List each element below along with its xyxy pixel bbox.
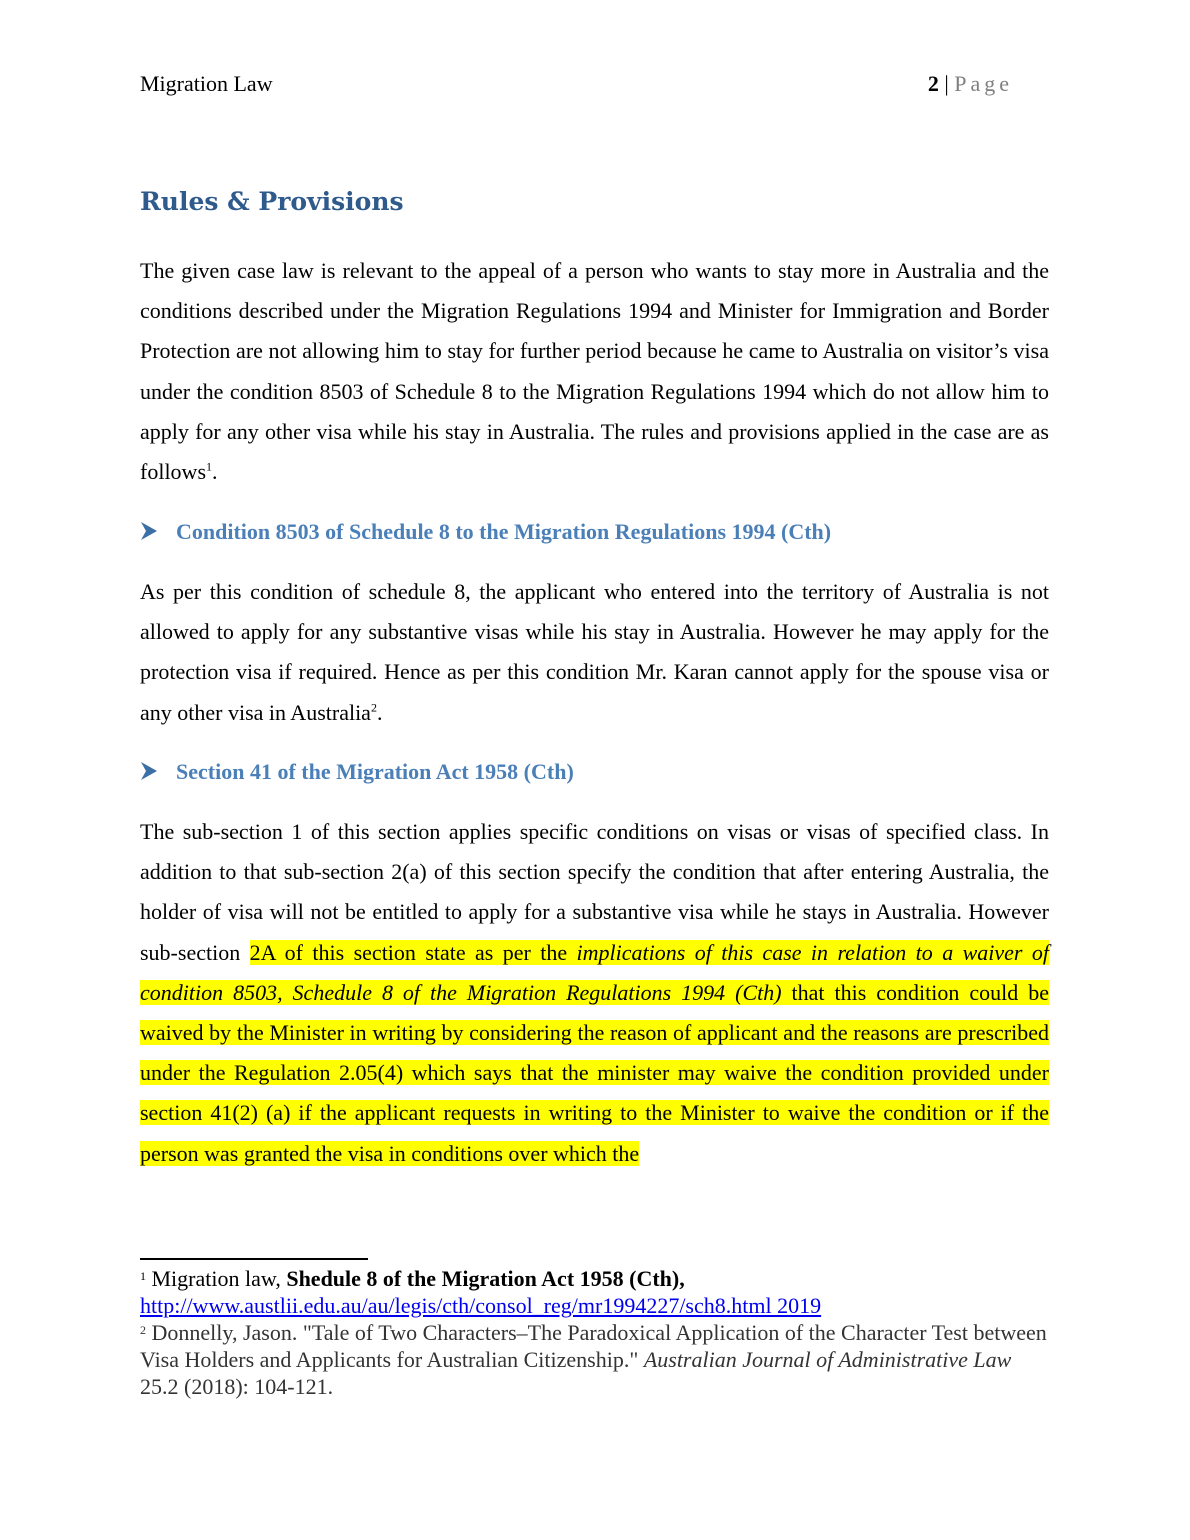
section-heading: Rules & Provisions [140,187,404,216]
footnote-2-end: 25.2 (2018): 104-121. [140,1374,334,1399]
page-word: Page [954,71,1013,96]
condition-text: As per this condition of schedule 8, the applicant who entered into the territory of Australia is not allowed to apply for any substantive visas while his stay in Australia. However he may apply for the protection visa if required. Hence as per this condition Mr. Karan cannot apply for the spouse visa or any other visa in Australia [140,579,1049,725]
footnote-1-number: 1 [140,1269,146,1283]
intro-paragraph [140,251,1049,492]
section-41-paragraph [140,812,1049,1174]
subheading-1-text: Condition 8503 of Schedule 8 to the Migration Regulations 1994 (Cth) [176,519,832,544]
footnote-1-link[interactable]: http://www.austlii.edu.au/au/legis/cth/consol_reg/mr1994227/sch8.html 2019 [140,1293,822,1318]
footnote-separator [140,1258,368,1260]
subheading-2-text: Section 41 of the Migration Act 1958 (Cth) [176,759,574,784]
header-title: Migration Law [140,71,273,96]
arrow-bullet-icon [140,516,176,548]
highlighted-italic-text: implications of this case in relation to a waiver of condition 8503, Schedule 8 of the Migration Regulations 1994 (Cth) [140,939,1049,1005]
page-separator: | [944,71,949,96]
condition-end: . [376,699,383,725]
footnotes [140,1265,1049,1400]
arrow-bullet-icon [140,756,176,788]
highlighted-text-2: that this condition could be waived by the Minister in writing by considering the reason of applicant and the reasons are prescribed under the Regulation 2.05(4) which says that the minister may waive the condition provided under section 41(2) (a) if the applicant requests in writing to the Minister to waive the condition or if the person was granted the visa in conditions over which the [140,979,1049,1166]
footnote-2-number: 2 [140,1323,146,1337]
section-41-plain: The sub-section 1 of this section applies specific conditions on visas or visas of specified class. In addition to that sub-section 2(a) of this section specify the condition that after entering Australia, the holder of visa will not be entitled to apply for a substantive visa while he stays in Australia. However sub-section [140,819,1049,965]
footnote-1-text: Migration law, [151,1266,287,1291]
subheading-condition-8503 [140,516,1049,548]
page-header [140,68,1013,100]
footnote-1 [140,1265,1049,1319]
condition-paragraph [140,572,1049,733]
footnote-ref-1[interactable]: 1 [206,459,212,474]
intro-text: The given case law is relevant to the appeal of a person who wants to stay more in Australia and the conditions described under the Migration Regulations 1994 and Minister for Immigration and Border Protection are not allowing him to stay for further period because he came to Australia on visitor’s visa under the condition 8503 of Schedule 8 to the Migration Regulations 1994 which do not allow him to apply for any other visa while his stay in Australia. The rules and provisions applied in the case are as follows [140,258,1049,485]
page-indicator [928,68,1013,100]
highlighted-text-1: 2A of this section state as per the [249,939,577,965]
footnote-1-bold: Shedule 8 of the Migration Act 1958 (Cth), [286,1266,685,1291]
intro-end: . [212,459,218,485]
page-number: 2 [927,71,939,96]
footnote-2-journal: Australian Journal of Administrative Law [643,1347,1012,1372]
footnote-2 [140,1319,1049,1400]
subheading-section-41 [140,756,1049,788]
footnote-ref-2[interactable]: 2 [370,700,377,715]
footnote-2-text: Donnelly, Jason. "Tale of Two Characters–The Paradoxical Application of the Character Test between Visa Holders and Applicants for Australian Citizenship." [140,1320,1047,1372]
